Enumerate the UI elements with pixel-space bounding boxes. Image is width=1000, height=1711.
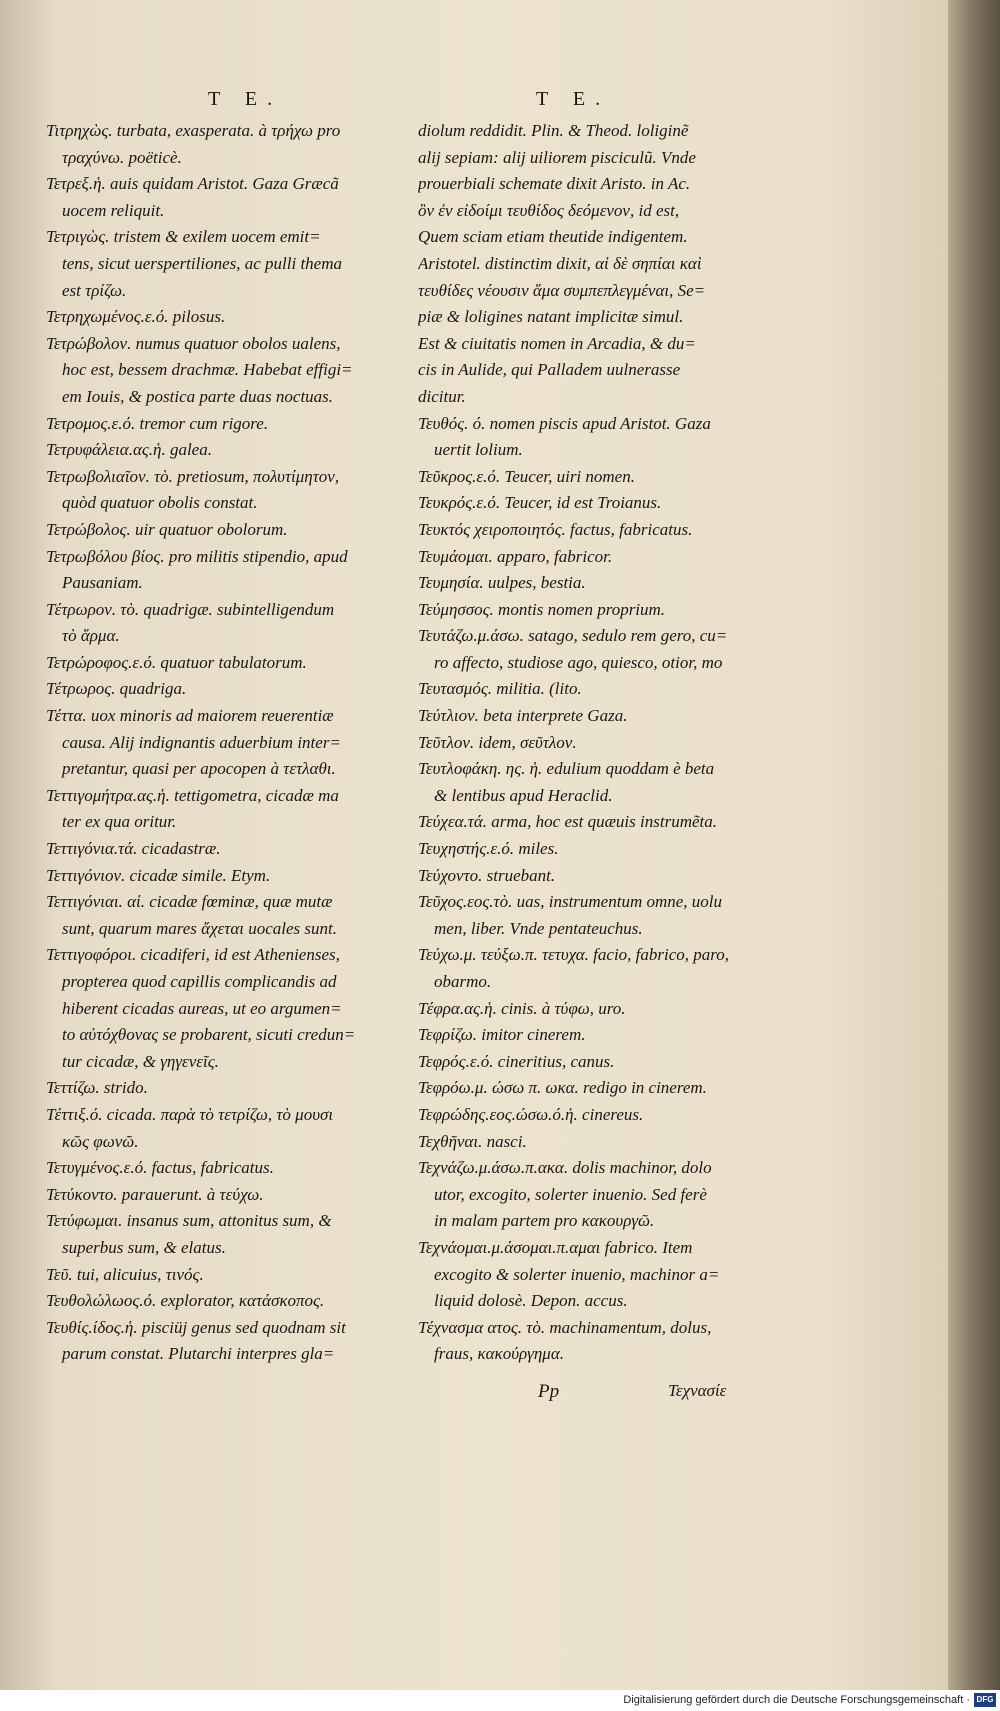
entry-line: est τρίζω. [62, 280, 127, 300]
entry-line: excogito & solerter inuenio, machinor a= [434, 1264, 720, 1284]
entry-line: ὃν ἐν εἰδοίμι τευθίδος δεόμενον, id est, [418, 200, 680, 220]
entry-line: Τέττιξ.ό. cicada. παρὰ τὸ τετρίζω, τὸ μουσι [46, 1104, 334, 1124]
signature-mark: Pp [538, 1381, 560, 1402]
entry-line: Τευχηστής.ε.ό. miles. [418, 839, 559, 859]
entry-line: hiberent cicadas aureas, ut eo argumen= [62, 998, 342, 1018]
entry-line: Pausaniam. [62, 573, 143, 593]
page-edge [948, 0, 1000, 1690]
entry-line: Τεττιγόνιον. cicadæ simile. Etym. [46, 865, 271, 885]
entry-line: Τευθός. ό. nomen piscis apud Aristot. Gaza [418, 413, 711, 433]
entry-line: parum constat. Plutarchi interpres gla= [62, 1344, 335, 1364]
entry-line: tens, sicut uerspertiliones, ac pulli thema [62, 253, 342, 273]
entry-line: Τέτρωρος. quadriga. [46, 679, 187, 699]
footer-bar [0, 1690, 1000, 1711]
entry-line: propterea quod capillis complicandis ad [62, 972, 337, 991]
entry-line: Τετρεξ.ἡ. auis quidam Aristot. Gaza Græcã [46, 174, 339, 194]
entry-line: Τεύχοντο. struebant. [418, 865, 556, 885]
entry-line: Τεῦχος.εος.τὸ. uas, instrumentum omne, uolu [418, 892, 723, 912]
entry-line: Τετρυφάλεια.ας.ἡ. galea. [46, 440, 212, 460]
entry-line: ro affecto, studiose ago, quiesco, otior, mo [434, 652, 723, 672]
right-column [418, 118, 790, 1368]
entry-line: Τεῦκρος.ε.ό. Teucer, uiri nomen. [418, 466, 635, 486]
entry-line: utor, excogito, solerter inuenio. Sed ferè [434, 1184, 707, 1204]
entry-line: Τευμάομαι. apparo, fabricor. [418, 546, 613, 566]
entry-line: τραχύνω. poëticè. [62, 147, 182, 167]
entry-line: hoc est, bessem drachmæ. Habebat effigi= [62, 360, 353, 380]
entry-line: uertit lolium. [434, 440, 523, 460]
entry-line: superbus sum, & elatus. [62, 1237, 226, 1257]
entry-line: Τεύτλιον. beta interprete Gaza. [418, 706, 628, 726]
entry-line: τὸ ἅρμα. [62, 626, 120, 646]
entry-line: τευθίδες νέουσιν ἅμα συμπεπλεγμέναι, Se= [418, 280, 706, 300]
entry-line: Τέφρα.ας.ἡ. cinis. à τύφω, uro. [418, 998, 626, 1018]
entry-line: to αὐτόχθονας se probarent, sicuti credun= [62, 1025, 356, 1045]
entry-line: Τετύφωμαι. insanus sum, attonitus sum, & [46, 1211, 332, 1231]
entry-line: Τετρώβολος. uir quatuor obolorum. [46, 519, 288, 539]
entry-line: Τέχνασμα ατος. τὸ. machinamentum, dolus, [418, 1317, 712, 1337]
entry-line: dicitur. [418, 386, 466, 406]
entry-line: Τετύκοντο. parauerunt. à τεύχω. [46, 1184, 264, 1204]
entry-line: Τευμησία. uulpes, bestia. [418, 573, 586, 593]
entry-line: Τεύμησσος. montis nomen proprium. [418, 599, 666, 619]
entry-line: pretantur, quasi per apocopen à τετλαθι. [62, 759, 336, 779]
entry-line: Τεφρώδης.εος.ώσω.ό.ἡ. cinereus. [418, 1104, 644, 1124]
running-head-left: T E. [208, 88, 283, 110]
entry-line: Τευτασμός. militia. (lito. [418, 679, 582, 699]
entry-line: Aristotel. distinctim dixit, αἱ δὲ σηπίαι καὶ [418, 253, 702, 273]
entry-line: Τευκρός.ε.ό. Teucer, id est Troianus. [418, 493, 662, 513]
entry-line: Τευκτός χειροποιητός. factus, fabricatus. [418, 519, 693, 539]
entry-line: Quem sciam etiam theutide indigentem. [418, 227, 688, 247]
entry-line: Est & ciuitatis nomen in Arcadia, & du= [418, 333, 696, 353]
entry-line: Τεττιγόνια.τά. cicadastræ. [46, 839, 221, 859]
entry-line: Τέτρωρον. τὸ. quadrigæ. subintelligendum [46, 599, 335, 619]
entry-line: Τεφρίζω. imitor cinerem. [418, 1025, 586, 1045]
entry-line: men, liber. Vnde pentateuchus. [434, 918, 643, 938]
entry-line: Τευθολώλωος.ό. explorator, κατάσκοπος. [46, 1291, 325, 1311]
entry-line: κῶς φωνῶ. [62, 1131, 139, 1151]
entry-line: cis in Aulide, qui Palladem uulnerasse [418, 360, 681, 380]
entry-line: Τετυγμένος.ε.ό. factus, fabricatus. [46, 1158, 274, 1178]
entry-line: tur cicadæ, & γηγενεῖς. [62, 1051, 219, 1071]
entry-line: Τεττιγομήτρα.ας.ἡ. tettigometra, cicadæ ma [46, 785, 339, 805]
entry-line: Τεχθῆναι. nasci. [418, 1131, 527, 1151]
entry-line: Τεφρόω.μ. ώσω π. ωκα. redigo in cinerem. [418, 1078, 707, 1098]
entry-line: Τετρώροφος.ε.ό. quatuor tabulatorum. [46, 652, 307, 672]
entry-line: Τετρωβόλου βίος. pro militis stipendio, apud [46, 546, 348, 566]
entry-line: Τετρηχωμένος.ε.ό. pilosus. [46, 307, 226, 327]
entry-line: Τεχνάζω.μ.άσω.π.ακα. dolis machinor, dolo [418, 1158, 712, 1178]
entry-line: Τεύχω.μ. τεύξω.π. τετυχα. facio, fabrico, paro, [418, 945, 730, 965]
entry-line: em Iouis, & postica parte duas noctuas. [62, 386, 334, 406]
running-head-right: T E. [536, 88, 611, 110]
entry-line: & lentibus apud Heraclid. [434, 785, 613, 805]
entry-line: Τετρομος.ε.ό. tremor cum rigore. [46, 413, 269, 433]
entry-line: Τετρώβολον. numus quatuor obolos ualens, [46, 333, 341, 353]
entry-line: piæ & loligines natant implicitæ simul. [418, 307, 684, 327]
footer-text: Digitalisierung gefördert durch die Deutsche Forschungsgemeinschaft · [623, 1694, 970, 1706]
entry-line: Τευθίς.ίδος.ἡ. pisciüj genus sed quodnam sit [46, 1317, 346, 1337]
entry-line: alij sepiam: alij uiliorem pisciculũ. Vnde [418, 147, 696, 167]
entry-line: Τεύχεα.τά. arma, hoc est quæuis instrumẽta. [418, 812, 717, 832]
entry-line: uocem reliquit. [62, 200, 165, 220]
entry-line: Τευτλοφάκη. ης. ἡ. edulium quoddam è beta [418, 759, 715, 779]
entry-line: Τετρωβολιαῖον. τὸ. pretiosum, πολυτίμητον, [46, 466, 340, 486]
entry-line: Τέττα. uox minoris ad maiorem reuerentiæ [46, 706, 334, 726]
entry-line: Τεττίζω. strido. [46, 1078, 148, 1098]
entry-line: obarmo. [434, 972, 492, 991]
entry-line: Τεττιγοφόροι. cicadiferi, id est Athenienses, [46, 945, 340, 965]
entry-line: liquid dolosè. Depon. accus. [434, 1291, 628, 1311]
entry-line: Τεφρός.ε.ό. cineritius, canus. [418, 1051, 615, 1071]
entry-line: sunt, quarum mares ἄχεται uocales sunt. [62, 918, 338, 938]
entry-line: Τετριγὼς. tristem & exilem uocem emit= [46, 227, 321, 247]
dfg-logo: DFG [974, 1693, 996, 1707]
entry-line: Τεχνάομαι.μ.άσομαι.π.αμαι fabrico. Item [418, 1237, 693, 1257]
entry-line: Τευτάζω.μ.άσω. satago, sedulo rem gero, cu= [418, 626, 728, 646]
catchword: Τεχνασίε [668, 1381, 727, 1400]
entry-line: Τεῦτλον. idem, σεῦτλον. [418, 732, 577, 752]
entry-line: quòd quatuor obolis constat. [62, 493, 258, 513]
entry-line: Τιτρηχὼς. turbata, exasperata. à τρήχω pro [46, 121, 341, 140]
entry-line: Τεττιγόνιαι. αἱ. cicadæ fœminæ, quæ mutæ [46, 892, 333, 912]
entry-line: causa. Alij indignantis aduerbium inter= [62, 732, 341, 752]
left-column [46, 118, 406, 1368]
entry-line: Τεῦ. tui, alicuius, τινός. [46, 1264, 204, 1284]
entry-line: ter ex qua oritur. [62, 812, 177, 832]
entry-line: fraus, κακούργημα. [434, 1344, 564, 1364]
entry-line: prouerbiali schemate dixit Aristo. in Ac. [418, 174, 691, 194]
entry-line: diolum reddidit. Plin. & Theod. loliginẽ [418, 121, 689, 140]
entry-line: in malam partem pro κακουργῶ. [434, 1211, 655, 1231]
